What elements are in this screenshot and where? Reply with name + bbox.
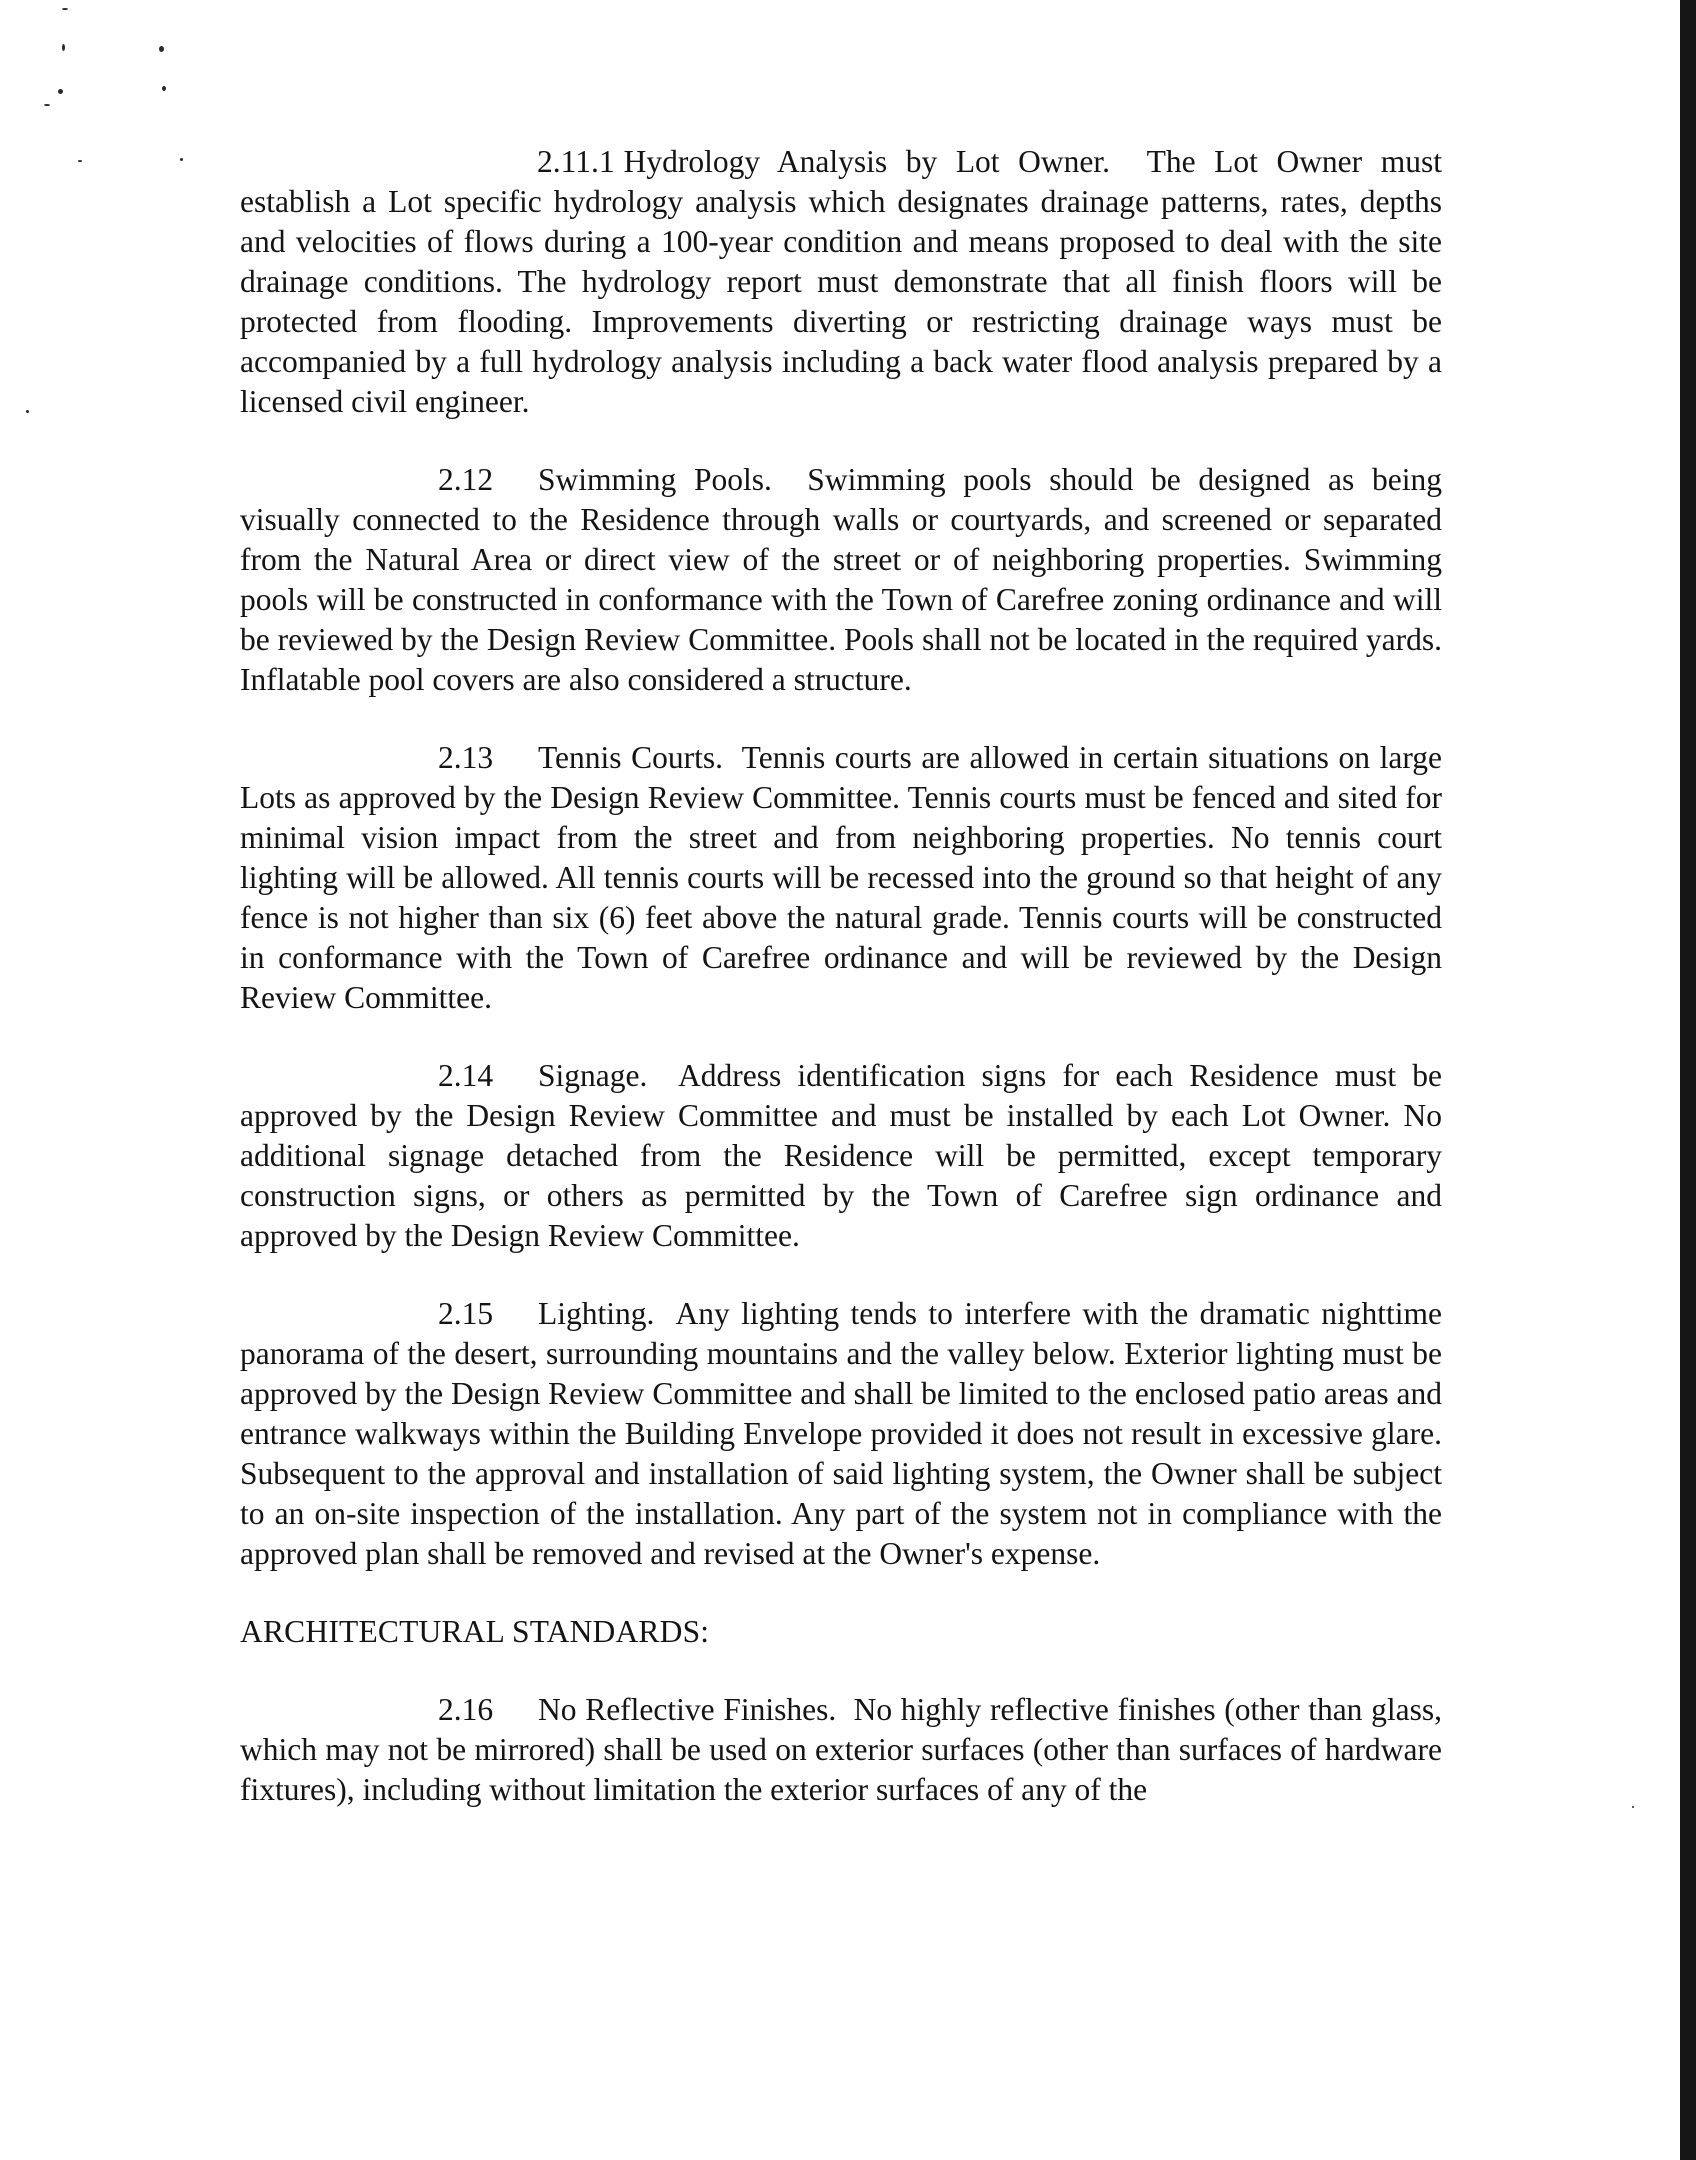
scan-speck: [62, 44, 65, 51]
section-body: No highly reflective finishes (other than glass, which may not be mirrored) shall be used on exterior surfaces (other than surfaces of hardware fixtures), including without limitation the exterior surfaces of any of the: [240, 1692, 1442, 1807]
scan-edge-border: [1680, 0, 1696, 2160]
scan-speck: [180, 158, 183, 161]
section-2-12: [240, 460, 1442, 700]
section-2-13: [240, 738, 1442, 1018]
scan-speck: [58, 89, 63, 94]
section-number: 2.14: [438, 1058, 494, 1093]
section-body: Address identification signs for each Residence must be approved by the Design Review Committee and must be installed by each Lot Owner. No additional signage detached from the Residence will be permitted, except temporary construction signs, or others as permitted by the Town of Carefree sign ordinance and approved by the Design Review Committee.: [240, 1058, 1442, 1253]
section-body: Any lighting tends to interfere with the dramatic nighttime panorama of the desert, surrounding mountains and the valley below. Exterior lighting must be approved by the Design Review Committee and shall be limited to the enclosed patio areas and entrance walkways within the Building Envelope provided it does not result in excessive glare. Subsequent to the approval and installation of said lighting system, the Owner shall be subject to an on-site inspection of the installation. Any part of the system not in compliance with the approved plan shall be removed and revised at the Owner's expense.: [240, 1296, 1443, 1571]
section-title: Signage.: [538, 1058, 648, 1093]
scan-speck: [1632, 1806, 1634, 1808]
section-title: Lighting.: [538, 1296, 655, 1331]
section-title: Tennis Courts.: [538, 740, 724, 775]
section-number: 2.16: [438, 1692, 494, 1727]
section-2-15: [240, 1294, 1442, 1574]
section-2-16: [240, 1690, 1442, 1810]
section-2-14: [240, 1056, 1442, 1256]
section-number: 2.12: [438, 462, 494, 497]
section-body: Swimming pools should be designed as being visually connected to the Residence through walls or courtyards, and screened or separated from the Natural Area or direct view of the street or of neighboring properties. Swimming pools will be constructed in conformance with the Town of Carefree zoning ordinance and will be reviewed by the Design Review Committee. Pools shall not be located in the required yards. Inflatable pool covers are also considered a structure.: [240, 462, 1442, 697]
scan-speck: [159, 46, 164, 52]
section-title: Swimming Pools.: [538, 462, 772, 497]
section-body: The Lot Owner must establish a Lot specific hydrology analysis which designates drainage patterns, rates, depths and velocities of flows during a 100-year condition and means proposed to deal with the site drainage conditions. The hydrology report must demonstrate that all finish floors will be protected from flooding. Improvements diverting or restricting drainage ways must be accompanied by a full hydrology analysis including a back water flood analysis prepared by a licensed civil engineer.: [240, 144, 1442, 419]
architectural-standards-heading: ARCHITECTURAL STANDARDS:: [240, 1614, 710, 1649]
section-number: 2.13: [438, 740, 494, 775]
scan-speck: [26, 410, 29, 413]
section-number: 2.15: [438, 1296, 494, 1331]
scan-speck: [44, 104, 50, 106]
section-title: No Reflective Finishes.: [538, 1692, 837, 1727]
scan-speck: [62, 8, 68, 10]
section-2-11-1: [240, 142, 1442, 422]
scan-speck: [78, 160, 82, 162]
scan-speck: [162, 86, 166, 91]
document-body: [240, 142, 1442, 1848]
section-body: Tennis courts are allowed in certain situations on large Lots as approved by the Design Review Committee. Tennis courts must be fenced and sited for minimal vision impact from the street and from neighboring properties. No tennis court lighting will be allowed. All tennis courts will be recessed into the ground so that height of any fence is not higher than six (6) feet above the natural grade. Tennis courts will be constructed in conformance with the Town of Carefree ordinance and will be reviewed by the Design Review Committee.: [240, 740, 1442, 1015]
section-number: 2.11.1: [537, 144, 615, 179]
section-title: Hydrology Analysis by Lot Owner.: [623, 144, 1110, 179]
